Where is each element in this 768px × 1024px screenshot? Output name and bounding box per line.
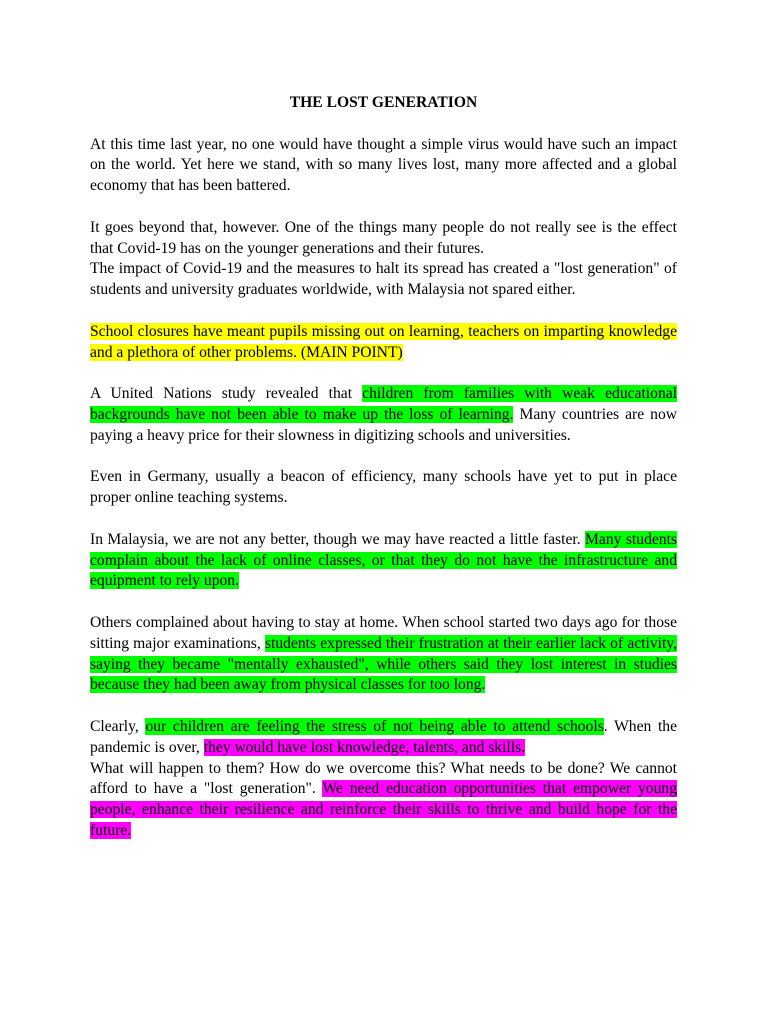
document-title: THE LOST GENERATION	[289, 94, 478, 111]
paragraph-text: What will happen to them? How do we overcome this? What needs to be done? We cannot afford to have a "lost generation".	[90, 759, 677, 798]
document-body	[90, 135, 677, 842]
paragraph	[90, 322, 677, 364]
paragraph-text: . When the pandemic is over,	[90, 717, 678, 756]
paragraph-text: It goes beyond that, however. One of the things many people do not really see is the effect that Covid-19 has on the younger generations and their futures.	[90, 218, 677, 257]
paragraph-text: In Malaysia, we are not any better, though we may have reacted a little faster.	[90, 530, 586, 548]
highlighted-text: We need education opportunities that empower young people, enhance their resilience and reinforce their skills to thrive and build hope for the future.	[90, 780, 677, 839]
paragraph	[90, 218, 677, 260]
paragraph-text: At this time last year, no one would have thought a simple virus would have such an impact on the world. Yet here we stand, with so many lives lost, many more affected and a global economy that has been battered.	[90, 135, 677, 195]
paragraph	[90, 384, 677, 446]
paragraph	[90, 717, 677, 759]
highlighted-text: Many students complain about the lack of online classes, or that they do not have the infrastructure and equipment to rely upon.	[90, 530, 677, 590]
highlighted-text: children from families with weak educational backgrounds have not been able to make up the loss of learning.	[90, 385, 677, 423]
highlighted-text: they would have lost knowledge, talents, and skills.	[203, 738, 526, 756]
paragraph	[90, 759, 677, 842]
paragraph	[90, 613, 677, 696]
paragraph-text: Even in Germany, usually a beacon of efficiency, many schools have yet to put in place proper online teaching systems.	[90, 468, 677, 507]
highlighted-text: our children are feeling the stress of not being able to attend schools	[145, 717, 604, 735]
document-page	[90, 93, 677, 862]
paragraph-text: The impact of Covid-19 and the measures to halt its spread has created a "lost generation" of students and university graduates worldwide, with Malaysia not spared either.	[90, 260, 677, 299]
paragraph	[90, 259, 677, 301]
paragraph-text: Others complained about having to stay at home. When school started two days ago for those sitting major examinations,	[90, 613, 677, 652]
paragraph	[90, 135, 677, 197]
paragraph	[90, 467, 677, 509]
paragraph-text: Clearly,	[90, 717, 146, 735]
highlighted-text: students expressed their frustration at their earlier lack of activity, saying they became "mentally exhausted", while others said they lost interest in studies because they had been away from physical classes for too long.	[90, 634, 677, 694]
highlighted-text: School closures have meant pupils missing out on learning, teachers on imparting knowledge and a plethora of other problems. (MAIN POINT)	[90, 322, 677, 361]
paragraph-text: Many countries are now paying a heavy price for their slowness in digitizing schools and universities.	[90, 405, 677, 444]
paragraph	[90, 530, 677, 592]
paragraph-text: A United Nations study revealed that	[90, 385, 363, 403]
